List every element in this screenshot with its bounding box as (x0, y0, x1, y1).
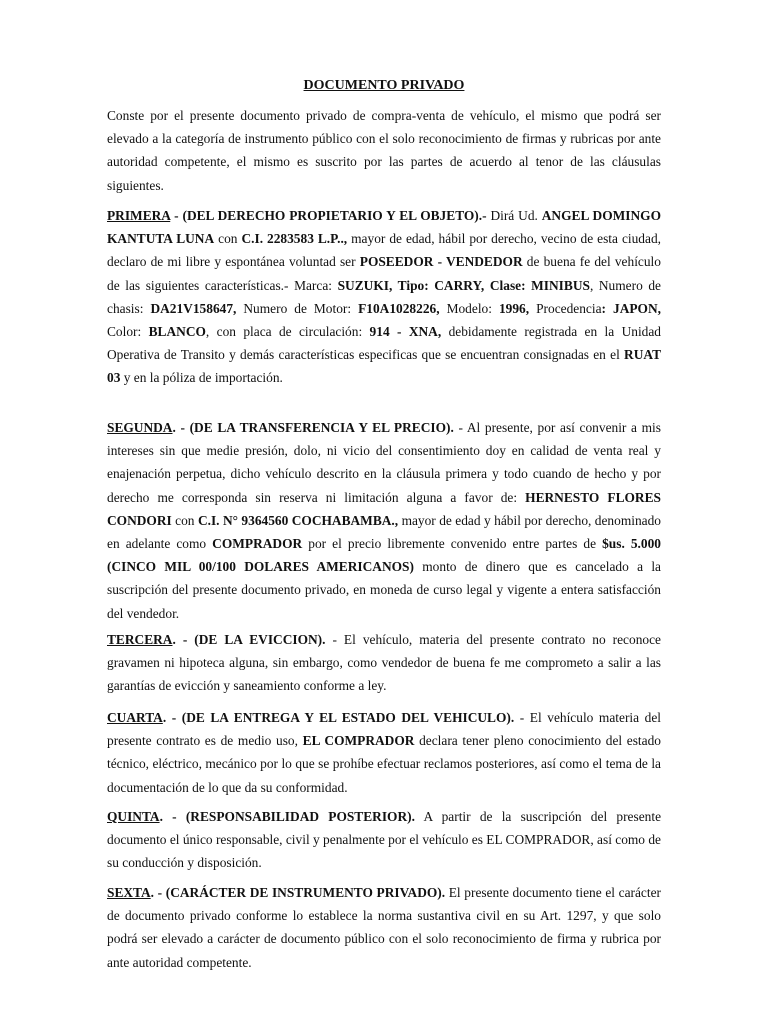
clause-label: SEXTA (107, 885, 151, 900)
clause-text-segment: - El vehículo materia del presente contrato es de medio uso, (107, 710, 661, 749)
clause-text-segment: de buena fe del vehículo de las siguientes características.- Marca: (107, 254, 661, 293)
clause-tercera (107, 628, 661, 698)
clause-segunda (107, 416, 661, 625)
clause-label: TERCERA (107, 632, 173, 647)
clause-text-segment: Color: (107, 324, 149, 340)
clause-text-segment: y en la póliza de importación. (120, 370, 283, 386)
clause-heading: - (DEL DERECHO PROPIETARIO Y EL OBJETO).- (170, 208, 487, 223)
clause-heading: . - (RESPONSABILIDAD POSTERIOR). (159, 809, 415, 824)
clause-text-segment: Modelo: (439, 300, 499, 316)
clause-heading: . - (DE LA EVICCION). (172, 632, 326, 647)
clause-text-segment: BLANCO (148, 324, 206, 340)
clause-text-segment: declara tener pleno conocimiento del estado técnico, eléctrico, mecánico por lo que se prohíbe efectuar reclamos posteriores, así como el tema de la documentación de lo que da su conformidad. (107, 733, 661, 795)
intro-paragraph: Conste por el presente documento privado de compra-venta de vehículo, el mismo que podrá ser elevado a la categoría de instrumento público con el solo reconocimiento de firmas y rubricas por ante autoridad competente, el mismo es suscrito por las partes de acuerdo al tenor de las cláusulas siguientes. (107, 108, 661, 193)
clause-text-segment: , Numero de chasis: (107, 277, 661, 316)
clause-text-segment: HERNESTO FLORES CONDORI (107, 489, 661, 528)
clause-text-segment: con (171, 512, 198, 528)
clause-text-segment: SUZUKI, Tipo: CARRY, Clase: MINIBUS (337, 277, 590, 293)
clause-text-segment: por el precio libremente convenido entre partes de (302, 536, 603, 552)
clause-text-segment: monto de dinero que es cancelado a la suscripción del presente documento privado, en moneda de curso legal y vigente a entera satisfacción del vendedor. (107, 559, 661, 621)
clause-text-segment: , con placa de circulación: (205, 324, 370, 340)
document-title: DOCUMENTO PRIVADO (303, 78, 465, 93)
clause-primera (107, 204, 661, 390)
clause-cuarta (107, 706, 661, 799)
clause-heading: . - (CARÁCTER DE INSTRUMENTO PRIVADO). (150, 885, 446, 900)
clause-text-segment: C.I. N° 9364560 COCHABAMBA., (197, 512, 399, 528)
clause-text-segment: EL COMPRADOR (302, 733, 415, 749)
clause-text-segment: 1996, (498, 300, 530, 316)
clause-text-segment: $us. 5.000 (CINCO MIL 00/100 DOLARES AMERICANOS) (107, 536, 661, 575)
clause-heading: . - (DE LA TRANSFERENCIA Y EL PRECIO). (172, 420, 454, 435)
clause-text-segment: ANGEL DOMINGO KANTUTA LUNA (107, 208, 661, 247)
clause-text-segment: Procedencia (529, 300, 602, 316)
clause-text-segment: RUAT 03 (107, 347, 661, 386)
clause-text-segment: : JAPON, (601, 300, 661, 316)
clause-text-segment: El presente documento tiene el carácter de documento privado conforme lo establece la norma sustantiva civil en su Art. 1297, y que solo podrá ser elevado a carácter de documento público con el solo reconocimiento de firma y rubrica por ante autoridad competente. (107, 885, 661, 970)
clause-text-segment: POSEEDOR - VENDEDOR (359, 254, 523, 270)
clause-text-segment: debidamente registrada en la Unidad Operativa de Transito y demás características especificas que se encuentran consignadas en el (107, 324, 661, 363)
clause-text-segment: Dirá Ud. (486, 208, 542, 223)
clause-label: QUINTA (107, 809, 160, 824)
clause-text-segment: - El vehículo, materia del presente contrato no reconoce gravamen ni hipoteca alguna, sin embargo, como vendedor de buena fe me comprometo a salir a las garantías de evicción y saneamiento conforme a ley. (107, 632, 661, 694)
clause-text-segment: A partir de la suscripción del presente documento el único responsable, civil y penalmente por el vehículo es EL COMPRADOR, así como de su conducción y disposición. (107, 809, 662, 871)
clause-quinta (107, 805, 661, 875)
clause-text-segment: C.I. 2283583 L.P.., (241, 231, 348, 247)
clause-text-segment: 914 - XNA, (369, 324, 442, 340)
clause-label: PRIMERA (107, 208, 171, 223)
clause-text-segment: COMPRADOR (212, 536, 303, 552)
clause-text-segment: mayor de edad, hábil por derecho, vecino de esta ciudad, declaro de mi libre y espontánea voluntad ser (107, 231, 661, 270)
clause-text-segment: Numero de Motor: (236, 300, 359, 316)
clause-text-segment: mayor de edad y hábil por derecho, denominado en adelante como (107, 512, 661, 552)
clause-text-segment: DA21V158647, (150, 300, 237, 316)
clause-label: SEGUNDA (107, 420, 173, 435)
clause-heading: . - (DE LA ENTREGA Y EL ESTADO DEL VEHICULO). (162, 710, 515, 725)
clause-text-segment: - Al presente, por así convenir a mis intereses sin que medie presión, dolo, ni vicio del consentimiento doy en calidad de venta real y enajenación perpetua, dicho vehículo descrito en la cláusula primera y todo cuando de hecho y por derecho me corresponda sin reserva ni limitación alguna a favor de: (107, 420, 661, 505)
clause-text-segment: con (214, 231, 242, 247)
clause-text-segment: F10A1028226, (358, 300, 440, 316)
clause-sexta (107, 881, 661, 974)
clause-label: CUARTA (107, 710, 163, 725)
